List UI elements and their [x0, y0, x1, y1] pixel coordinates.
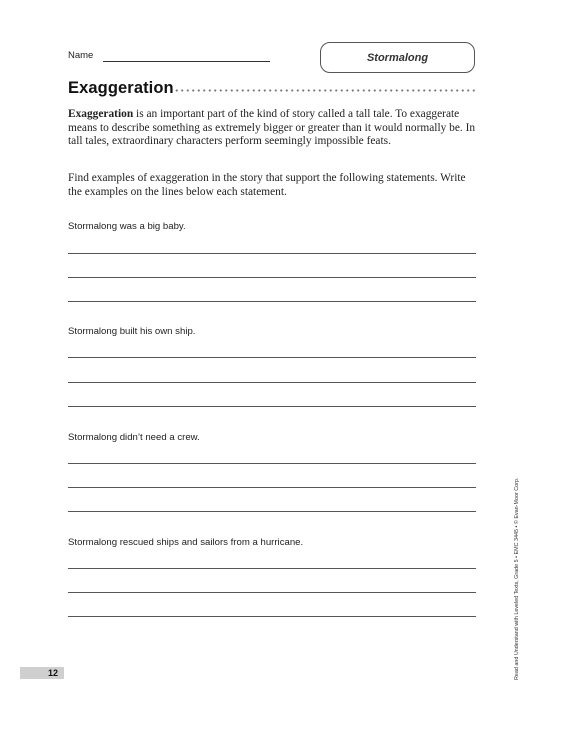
intro-paragraph — [68, 108, 478, 149]
answer-line[interactable] — [68, 511, 476, 512]
answer-line[interactable] — [68, 616, 476, 617]
name-field-line — [103, 61, 270, 62]
statement-1: Stormalong was a big baby. — [68, 221, 186, 232]
heading-dotted-rule — [174, 89, 476, 92]
page-number: 12 — [20, 667, 64, 679]
intro-text: is an important part of the kind of story called a tall tale. To exaggerate means to describe something as extremely bigger or greater than it would normally be. In tall tales, extraordinary characters perform seemingly impossible feats. — [68, 108, 476, 148]
answer-line[interactable] — [68, 568, 476, 569]
statement-4: Stormalong rescued ships and sailors from a hurricane. — [68, 537, 304, 548]
statement-2: Stormalong built his own ship. — [68, 326, 196, 337]
answer-line[interactable] — [68, 592, 476, 593]
answer-line[interactable] — [68, 277, 476, 278]
section-heading: Exaggeration — [68, 79, 174, 97]
name-label: Name — [68, 50, 94, 61]
story-title-box: Stormalong — [320, 42, 475, 73]
answer-line[interactable] — [68, 487, 476, 488]
intro-term: Exaggeration — [68, 108, 134, 120]
answer-line[interactable] — [68, 357, 476, 358]
answer-line[interactable] — [68, 301, 476, 302]
answer-line[interactable] — [68, 463, 476, 464]
answer-line[interactable] — [68, 382, 476, 383]
answer-line[interactable] — [68, 406, 476, 407]
answer-line[interactable] — [68, 253, 476, 254]
statement-3: Stormalong didn’t need a crew. — [68, 432, 200, 443]
instructions-paragraph: Find examples of exaggeration in the story that support the following statements. Write the examples on the lines below each statement. — [68, 172, 466, 198]
publisher-credit: Read and Understand with Leveled Texts, Grade 5 • EMC 3445 • © Evan-Moor Corp. — [514, 477, 520, 680]
